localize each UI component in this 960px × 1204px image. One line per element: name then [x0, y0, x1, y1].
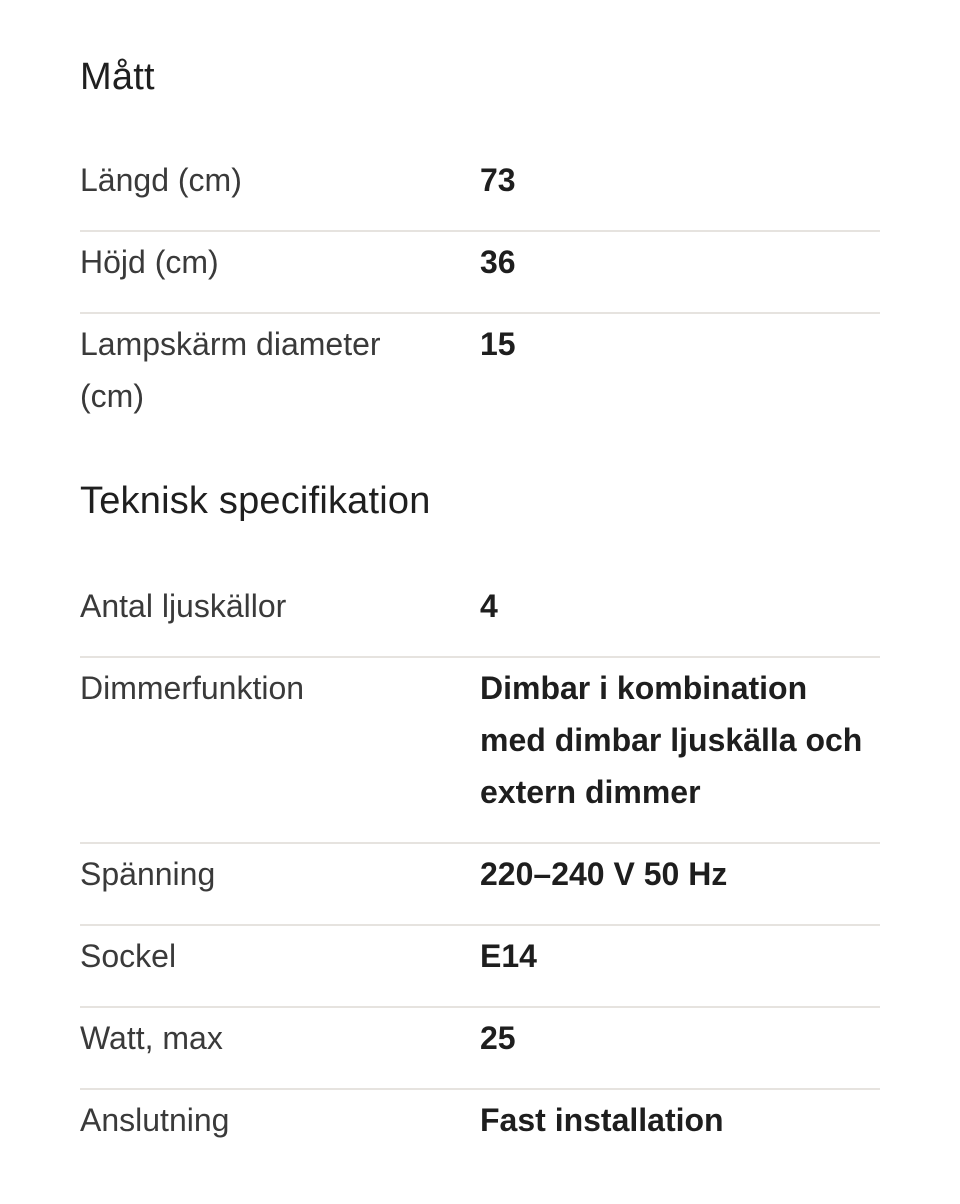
- spec-value: 25: [480, 1020, 516, 1056]
- section-title-technical: Teknisk specifikation: [80, 480, 431, 522]
- spec-value: 15: [480, 326, 516, 362]
- spec-label: Sockel: [80, 938, 177, 974]
- spec-value: 73: [480, 162, 516, 198]
- spec-row-connection: [80, 1090, 880, 1170]
- spec-row-wattage: [80, 1008, 880, 1090]
- spec-value: 36: [480, 244, 516, 280]
- spec-value: Dimbar i kombination med dimbar ljuskälla och extern dimmer: [480, 670, 863, 810]
- spec-row-dimmer: [80, 658, 880, 844]
- spec-label: Dimmerfunktion: [80, 670, 305, 706]
- dimensions-table: [80, 150, 880, 446]
- spec-label: Längd (cm): [80, 162, 242, 198]
- spec-label: Watt, max: [80, 1020, 223, 1056]
- spec-value: 4: [480, 588, 498, 624]
- spec-row-light-sources: [80, 576, 880, 658]
- spec-label: Lampskärm diameter (cm): [80, 326, 381, 414]
- spec-label: Anslutning: [80, 1102, 230, 1138]
- spec-value: E14: [480, 938, 537, 974]
- spec-label: Antal ljuskällor: [80, 588, 287, 624]
- spec-row-length: [80, 150, 880, 232]
- spec-row-height: [80, 232, 880, 314]
- technical-table: [80, 576, 880, 1170]
- spec-row-socket: [80, 926, 880, 1008]
- spec-value: Fast installation: [480, 1102, 724, 1138]
- spec-row-voltage: [80, 844, 880, 926]
- section-title-dimensions: Mått: [80, 56, 155, 98]
- spec-row-shade-diameter: [80, 314, 880, 446]
- spec-label: Spänning: [80, 856, 216, 892]
- spec-value: 220–240 V 50 Hz: [480, 856, 728, 892]
- spec-label: Höjd (cm): [80, 244, 219, 280]
